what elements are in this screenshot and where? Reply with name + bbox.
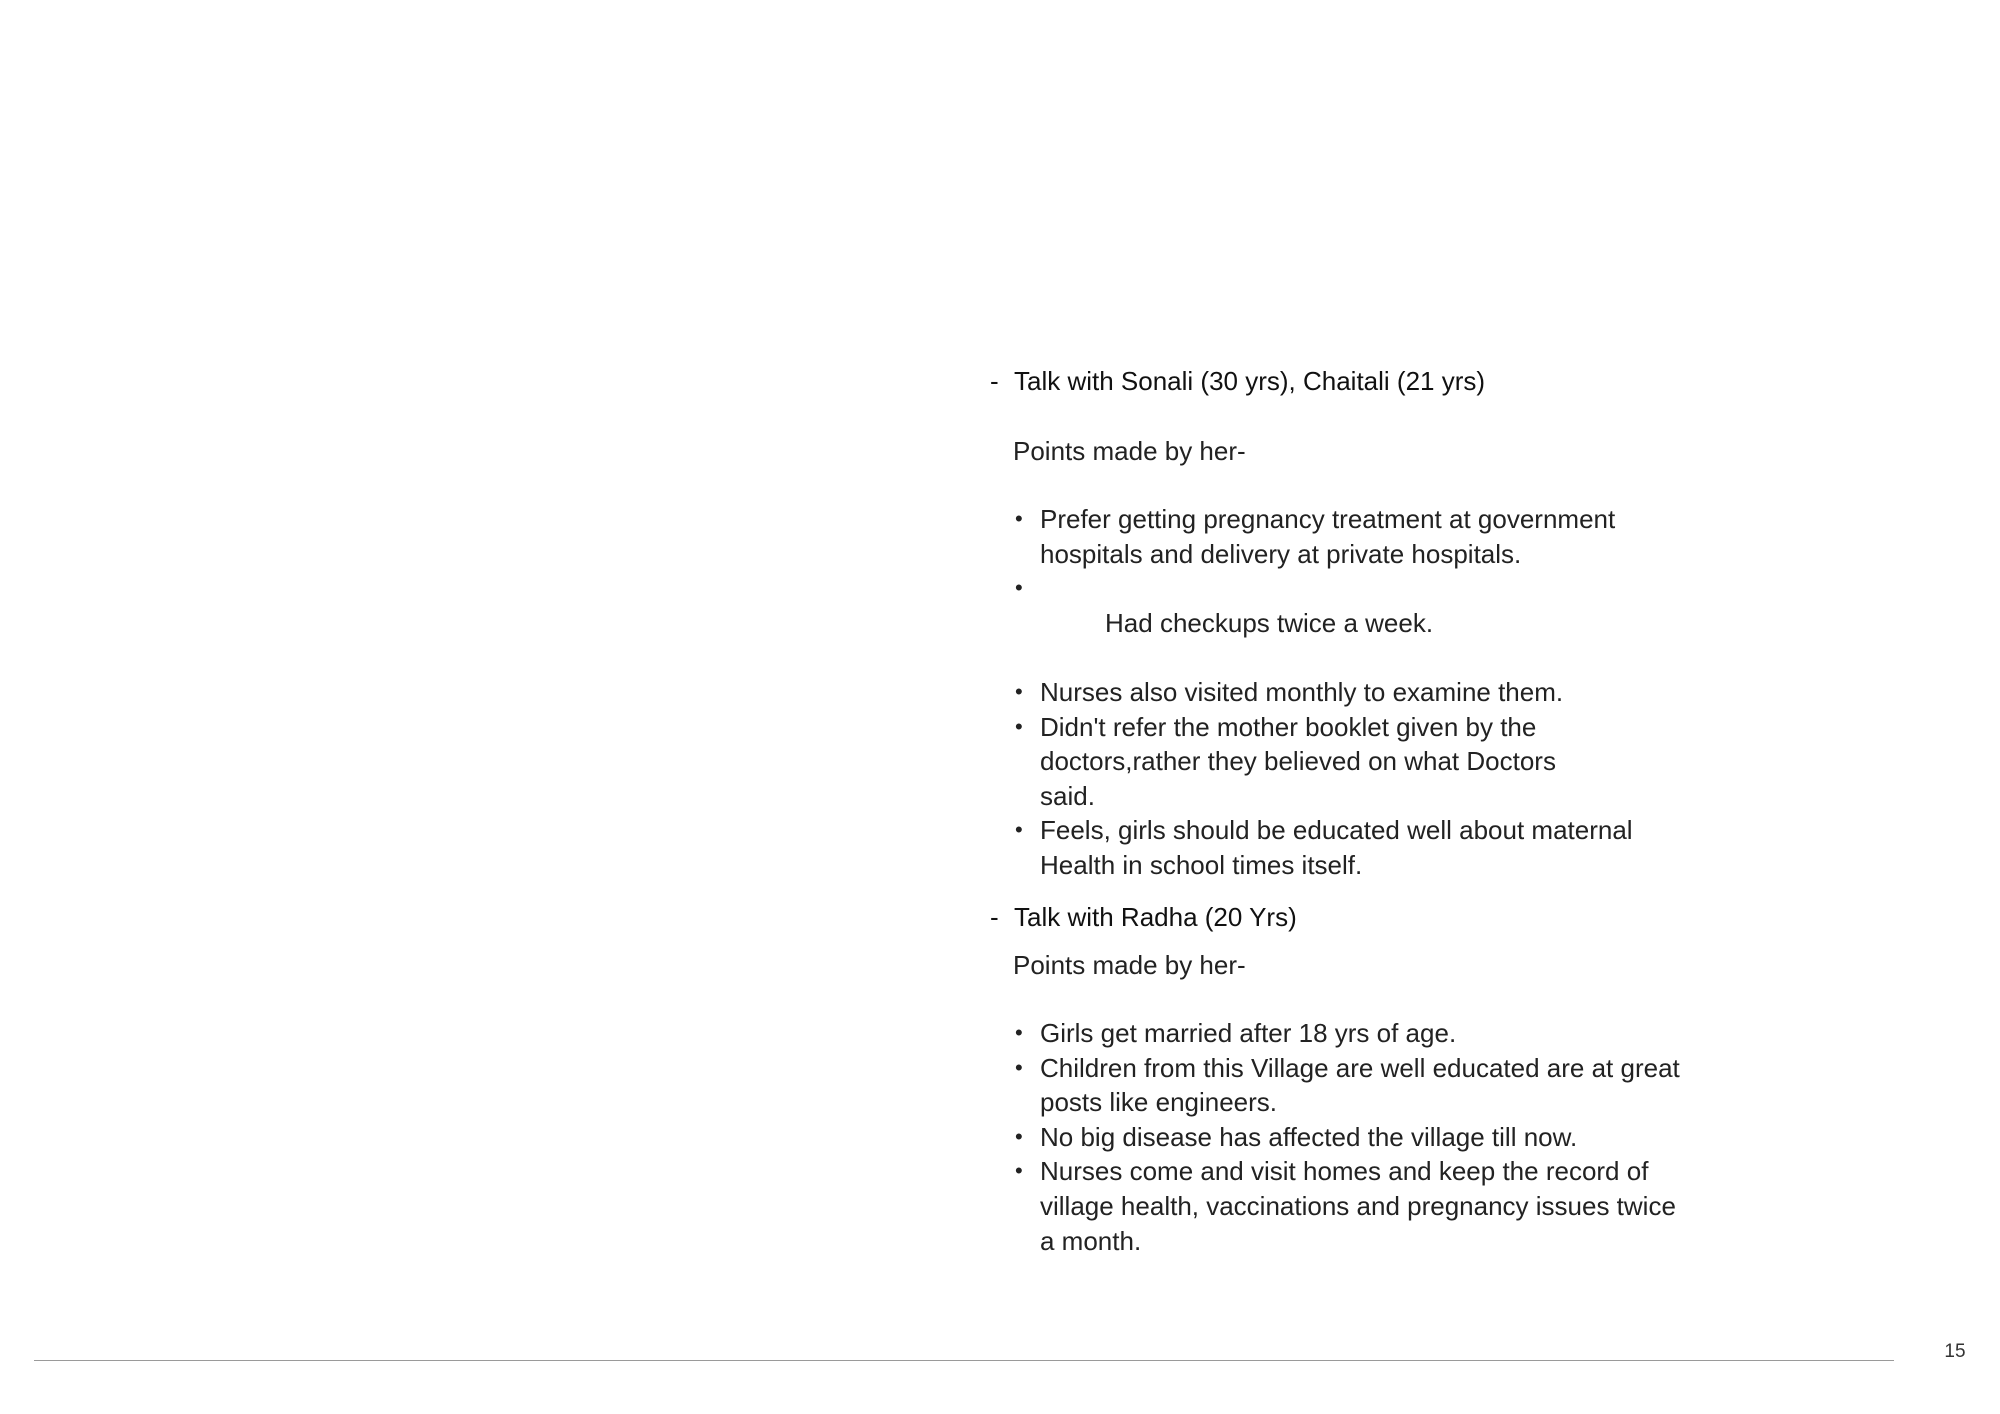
list-item-text: Nurses come and visit homes and keep the record of village health, vaccinations and pregnancy issues twice a month.: [1040, 1156, 1676, 1256]
dash-marker: -: [990, 902, 999, 932]
page-number: 15: [1944, 1341, 1966, 1362]
list-item-text: Children from this Village are well educated are at great posts like engineers.: [1040, 1052, 1680, 1118]
interview-section-sonali-chaitali: [990, 362, 1690, 883]
list-item: [1013, 502, 1690, 571]
dash-marker: -: [990, 366, 999, 396]
points-label: Points made by her-: [1013, 950, 1246, 980]
list-item: [1013, 710, 1600, 814]
list-item-text: Didn't refer the mother booklet given by the doctors,rather they believed on what Doctors said.: [1040, 711, 1556, 811]
bullet-icon: •: [1015, 575, 1023, 601]
list-item: [1013, 1051, 1690, 1120]
section-heading: [990, 898, 1690, 936]
list-item: [1013, 675, 1690, 710]
list-item-text: Prefer getting pregnancy treatment at government hospitals and delivery at private hospitals.: [1040, 504, 1616, 569]
list-item-text: Girls get married after 18 yrs of age.: [1040, 1018, 1457, 1048]
bullet-icon: •: [1015, 1158, 1023, 1184]
interview-section-radha: [990, 898, 1690, 1258]
bullet-icon: •: [1015, 1123, 1023, 1149]
bullet-icon: •: [1015, 1020, 1023, 1045]
list-item: [1013, 1154, 1690, 1258]
list-item: [1013, 1120, 1690, 1155]
section-heading: [990, 362, 1690, 400]
list-item-text: Nurses also visited monthly to examine them.: [1040, 676, 1564, 707]
bullet-icon: •: [1015, 713, 1023, 739]
bullet-icon: •: [1015, 678, 1023, 704]
points-label: Points made by her-: [1013, 436, 1246, 466]
list-item-text: Had checkups twice a week.: [1097, 607, 1434, 638]
list-item-text: No big disease has affected the village till now.: [1040, 1121, 1578, 1152]
list-item: [1013, 1016, 1690, 1051]
points-list: [1013, 502, 1690, 883]
bullet-icon: •: [1015, 1054, 1023, 1080]
footer-divider: [34, 1360, 1894, 1361]
points-list: [1013, 1016, 1690, 1258]
section-heading-text: Talk with Radha (20 Yrs): [1014, 902, 1297, 932]
list-item: [1013, 571, 1690, 675]
section-heading-text: Talk with Sonali (30 yrs), Chaitali (21 yrs): [1014, 366, 1486, 396]
bullet-icon: •: [1015, 506, 1023, 531]
list-item: [1013, 813, 1690, 882]
list-item-text: Feels, girls should be educated well about maternal Health in school times itself.: [1040, 815, 1633, 880]
bullet-icon: •: [1015, 817, 1023, 843]
